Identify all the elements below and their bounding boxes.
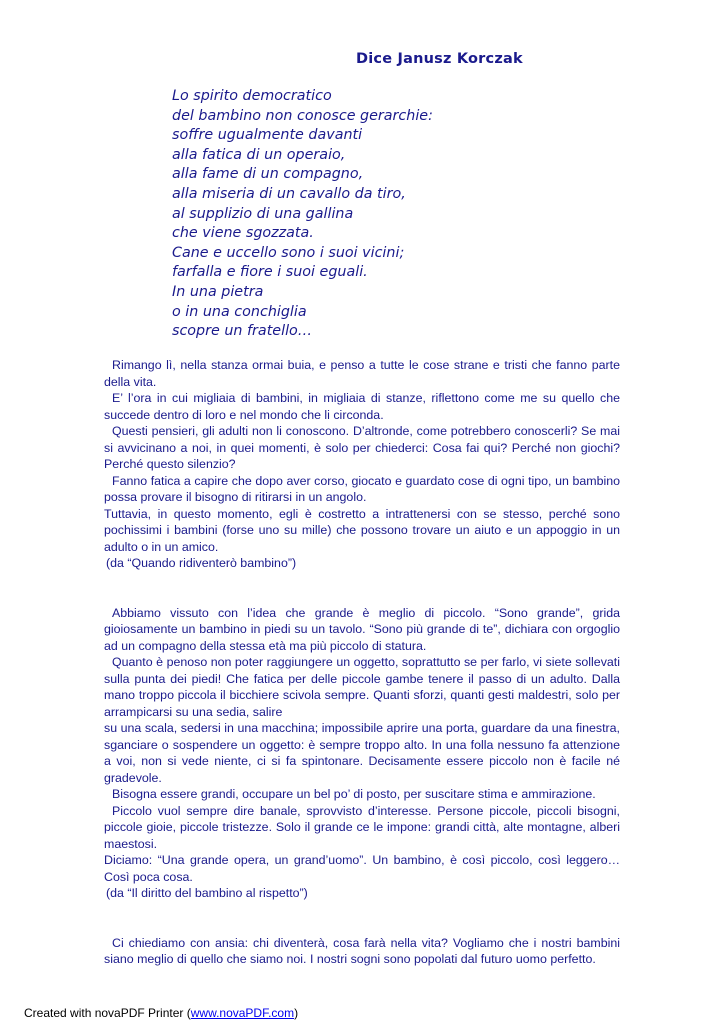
paragraph: Abbiamo vissuto con l’idea che grande è meglio di piccolo. “Sono grande”, grida gioiosamente un bambino in piedi su un tavolo. “Sono più grande di te”, dichiara con orgoglio ad un compagno della stessa età ma più piccolo di statura. [104, 605, 620, 653]
poem [172, 87, 592, 342]
poem-line: soffre ugualmente davanti [172, 127, 363, 144]
footer-suffix: ) [294, 1006, 299, 1020]
source-citation: (da “Quando ridiventerò bambino”) [106, 556, 297, 570]
prose-body [104, 357, 620, 968]
poem-line: che viene sgozzata. [172, 225, 314, 242]
poem-line: In una pietra [172, 283, 264, 300]
paragraph: Piccolo vuol sempre dire banale, sprovvisto d’interesse. Persone piccole, piccoli bisogni, piccole gioie, piccole tristezze. Solo il grande ce le impone: grandi città, alte montagne, alberi maestosi. [104, 803, 620, 851]
poem-line: Lo spirito democratico [172, 88, 332, 104]
poem-line: scopre un fratello… [172, 323, 313, 340]
paragraph: Bisogna essere grandi, occupare un bel po’ di posto, per suscitare stima e ammirazione. [112, 787, 596, 801]
paragraph: Rimango lì, nella stanza ormai buia, e penso a tutte le cose strane e tristi che fanno parte della vita. [104, 358, 620, 389]
poem-line: alla fatica di un operaio, [172, 146, 346, 163]
source-citation: (da “Il diritto del bambino al rispetto”) [106, 886, 308, 900]
paragraph: Ci chiediamo con ansia: chi diventerà, cosa farà nella vita? Vogliamo che i nostri bambini siano meglio di quello che siamo noi. I nostri sogni sono popolati dal futuro uomo perfetto. [104, 935, 620, 966]
poem-line: alla miseria di un cavallo da tiro, [172, 185, 406, 202]
poem-line: farfalla e fiore i suoi eguali. [172, 264, 368, 281]
poem-line: o in una conchiglia [172, 303, 307, 320]
paragraph: Questi pensieri, gli adulti non li conoscono. D’altronde, come potrebbero conoscerli? Se mai si avvicinano a noi, in quei momenti, è solo per chiederci: Cosa fai qui? Perché non giochi? Perché questo silenzio? [104, 424, 620, 471]
document-title: Dice Janusz Korczak [356, 51, 523, 67]
paragraph: E’ l’ora in cui migliaia di bambini, in migliaia di stanze, riflettono come me su quello che succede dentro di loro e nel mondo che li circonda. [104, 391, 620, 422]
footer-prefix: Created with novaPDF Printer ( [24, 1006, 191, 1020]
paragraph: Quanto è penoso non poter raggiungere un oggetto, soprattutto se per farlo, vi siete sollevati sulla punta dei piedi! Che fatica per delle piccole gambe tenere il passo di un adulto. Dalla mano troppo piccola il bicchiere scivola sempre. Quanti sforzi, quanti gesti maldestri, solo per arrampicarsi su una sedia, salire [104, 655, 620, 719]
poem-line: alla fame di un compagno, [172, 166, 364, 183]
paragraph: Fanno fatica a capire che dopo aver corso, giocato e guardato cose di ogni tipo, un bambino possa provare il bisogno di ritirarsi in un angolo. [104, 473, 620, 504]
footer [24, 1006, 298, 1020]
poem-line: del bambino non conosce gerarchie: [172, 107, 433, 124]
paragraph: Diciamo: “Una grande opera, un grand’uomo”. Un bambino, è così piccolo, così leggero… Così poca cosa. [104, 853, 620, 884]
poem-line: Cane e uccello sono i suoi vicini; [172, 244, 405, 261]
paragraph: su una scala, sedersi in una macchina; impossibile aprire una porta, guardare da una finestra, sganciare o sospendere un oggetto: è sempre troppo alto. In una folla nessuno fa attenzione a voi, non si vede niente, ci si fa spintonare. Decisamente essere piccolo non è facile né gradevole. [104, 721, 620, 785]
paragraph: Tuttavia, in questo momento, egli è costretto a intrattenersi con se stesso, perché sono pochissimi i bambini (forse uno su mille) che possono trovare un aiuto e un appoggio in un adulto o in un amico. [104, 506, 620, 554]
poem-line: al supplizio di una gallina [172, 205, 354, 222]
footer-link[interactable]: www.novaPDF.com [190, 1006, 295, 1020]
